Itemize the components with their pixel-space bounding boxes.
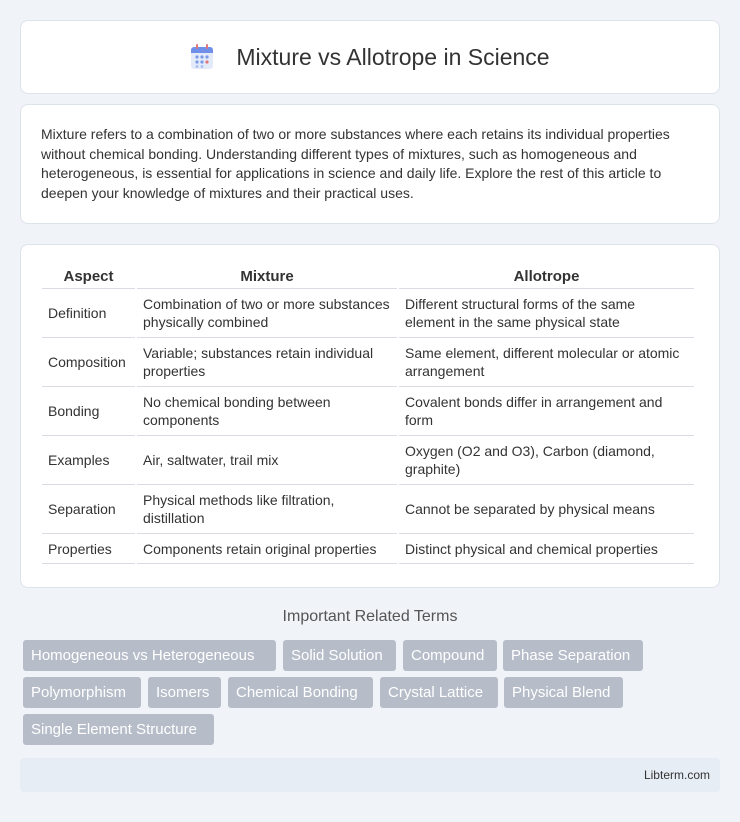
table-row — [42, 534, 694, 564]
table-row — [42, 387, 694, 436]
tag-solid-solution[interactable]: Solid Solution — [283, 640, 396, 671]
tag-physical-blend[interactable]: Physical Blend — [504, 677, 623, 708]
table-row — [42, 436, 694, 485]
footer-site-link[interactable]: Libterm.com — [643, 768, 710, 782]
cell-allotrope: Oxygen (O2 and O3), Carbon (diamond, graphite) — [399, 436, 694, 485]
tag-crystal-lattice[interactable]: Crystal Lattice — [380, 677, 498, 708]
tag-chemical-bonding[interactable]: Chemical Bonding — [228, 677, 373, 708]
related-terms-title: Important Related Terms — [282, 608, 458, 625]
cell-aspect: Bonding — [42, 387, 135, 436]
comparison-table-card — [20, 244, 720, 588]
header-mixture: Mixture — [137, 265, 397, 289]
cell-mixture: Components retain original properties — [137, 534, 397, 564]
grid-calendar-icon — [190, 44, 214, 70]
cell-mixture: Variable; substances retain individual properties — [137, 338, 397, 387]
comparison-table — [40, 265, 696, 564]
table-header-row — [42, 265, 694, 289]
header-allotrope: Allotrope — [399, 265, 694, 289]
tag-isomers[interactable]: Isomers — [148, 677, 221, 708]
title-wrap — [190, 44, 549, 71]
cell-aspect: Properties — [42, 534, 135, 564]
cell-aspect: Separation — [42, 485, 135, 534]
tag-compound[interactable]: Compound — [403, 640, 497, 671]
intro-text: Mixture refers to a combination of two or more substances where each retains its individual properties without chemical bonding. Understanding different types of mixtures, such as homogeneous and heterogeneous, is essential for applications in science and daily life. Explore the rest of this article to deepen your knowledge of mixtures and their practical uses. — [41, 126, 670, 201]
cell-allotrope: Same element, different molecular or atomic arrangement — [399, 338, 694, 387]
cell-aspect: Examples — [42, 436, 135, 485]
header-aspect: Aspect — [42, 265, 135, 289]
cell-mixture: Physical methods like filtration, distillation — [137, 485, 397, 534]
cell-mixture: Combination of two or more substances physically combined — [137, 289, 397, 338]
cell-mixture: No chemical bonding between components — [137, 387, 397, 436]
tag-homogeneous-vs-heterogeneous[interactable]: Homogeneous vs Heterogeneous — [23, 640, 276, 671]
footer — [20, 758, 720, 792]
tag-phase-separation[interactable]: Phase Separation — [503, 640, 643, 671]
header-card — [20, 20, 720, 94]
cell-mixture: Air, saltwater, trail mix — [137, 436, 397, 485]
tag-single-element-structure[interactable]: Single Element Structure — [23, 714, 214, 745]
cell-allotrope: Cannot be separated by physical means — [399, 485, 694, 534]
tag-polymorphism[interactable]: Polymorphism — [23, 677, 141, 708]
cell-allotrope: Different structural forms of the same element in the same physical state — [399, 289, 694, 338]
intro-card — [20, 104, 720, 224]
cell-allotrope: Distinct physical and chemical properties — [399, 534, 694, 564]
page-title: Mixture vs Allotrope in Science — [236, 43, 550, 70]
cell-aspect: Composition — [42, 338, 135, 387]
cell-allotrope: Covalent bonds differ in arrangement and form — [399, 387, 694, 436]
table-row — [42, 338, 694, 387]
table-row — [42, 289, 694, 338]
cell-aspect: Definition — [42, 289, 135, 338]
table-row — [42, 485, 694, 534]
